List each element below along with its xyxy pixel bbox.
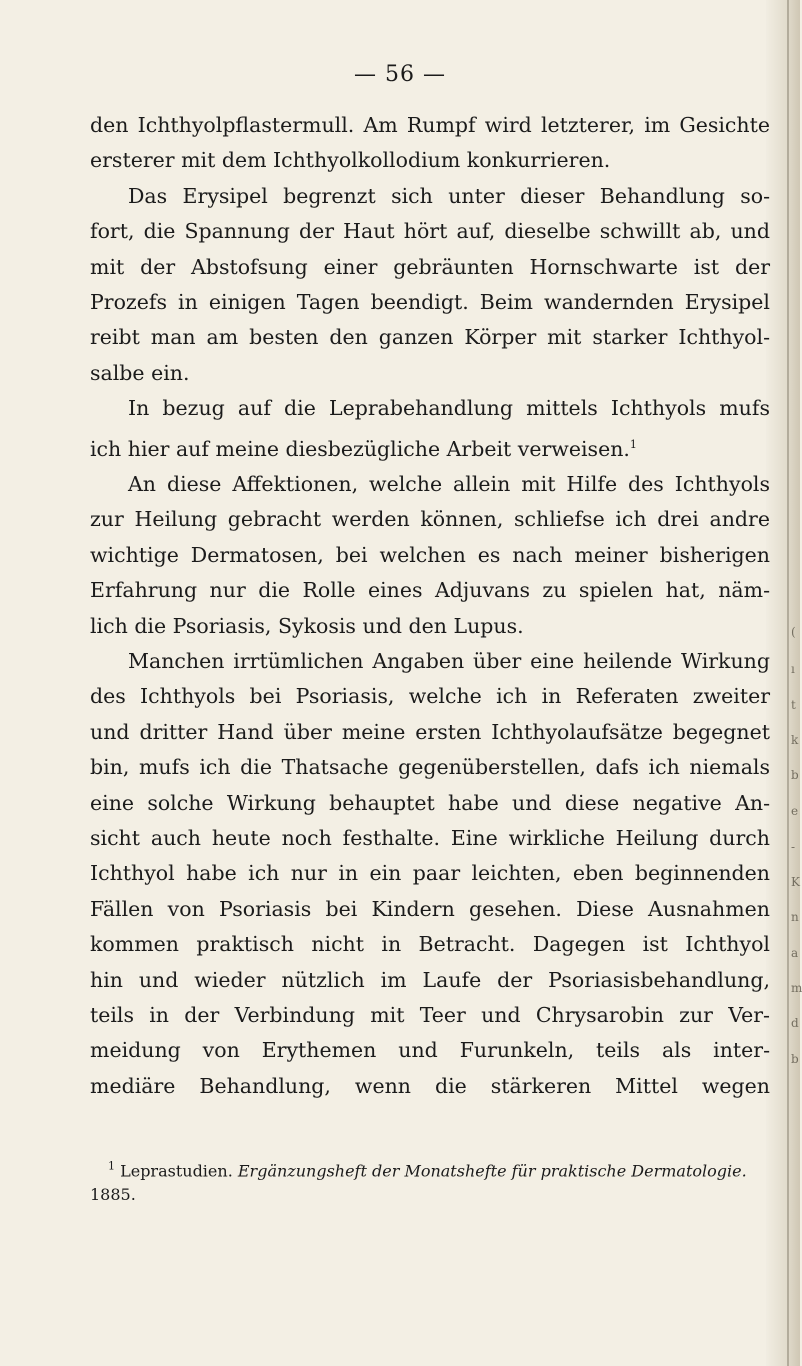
text-line: bin, mufs ich die Thatsache gegenüberstellen, dafs ich niemals [90, 755, 770, 780]
text-line: mit der Abstofsung einer gebräunten Hornschwarte ist der [90, 254, 770, 279]
text-line: Erfahrung nur die Rolle eines Adjuvans zu spielen hat, näm- [90, 578, 770, 603]
text-line: Prozefs in einigen Tagen beendigt. Beim wandernden Erysipel [90, 290, 770, 315]
text-line: den Ichthyolpflastermull. Am Rumpf wird letzterer, im Gesichte [90, 113, 770, 137]
text-line: salbe ein. [90, 360, 190, 385]
page-gutter-line [787, 0, 789, 1366]
footnote [90, 1155, 770, 1207]
text-line: ich hier auf meine diesbezügliche Arbeit verweisen. [90, 436, 630, 461]
text-line: zur Heilung gebracht werden können, schliefse ich drei andre [90, 507, 770, 532]
text-line: Manchen irrtümlichen Angaben über eine heilende Wirkung [128, 648, 770, 673]
footnote-marker: 1 [108, 1160, 115, 1173]
bleed-letter: m [791, 981, 802, 995]
page-edge-shadow [766, 0, 800, 1366]
text-line: mediäre Behandlung, wenn die stärkeren Mittel wegen [90, 1073, 770, 1098]
text-line: teils in der Verbindung mit Teer und Chrysarobin zur Ver- [90, 1002, 770, 1027]
bleed-letter: t [791, 698, 796, 712]
bleed-letter: k [791, 733, 799, 747]
text-line: meidung von Erythemen und Furunkeln, teils als inter- [90, 1038, 770, 1063]
text-line: An diese Affektionen, welche allein mit Hilfe des Ichthyols [128, 471, 770, 496]
text-line: In bezug auf die Leprabehandlung mittels Ichthyols mufs [128, 396, 770, 421]
text-line: fort, die Spannung der Haut hört auf, dieselbe schwillt ab, und [90, 219, 770, 244]
bleed-letter: a [791, 946, 799, 960]
body-text [90, 108, 770, 1104]
text-line: hin und wieder nützlich im Laufe der Psoriasisbehandlung, [90, 967, 770, 992]
bleed-letter: d [791, 1016, 799, 1030]
text-line: lich die Psoriasis, Sykosis und den Lupus. [90, 613, 524, 638]
bleed-letter: b [791, 1052, 799, 1066]
bleed-letter: ( [791, 625, 796, 639]
bleed-letter: K [791, 875, 800, 889]
text-line: kommen praktisch nicht in Betracht. Dagegen ist Ichthyol [90, 932, 770, 957]
text-line: wichtige Dermatosen, bei welchen es nach meiner bisherigen [90, 542, 770, 567]
text-line: Das Erysipel begrenzt sich unter dieser Behandlung so- [128, 183, 770, 208]
text-line: und dritter Hand über meine ersten Ichthyolaufsätze begegnet [90, 719, 770, 744]
text-line: des Ichthyols bei Psoriasis, welche ich in Referaten zweiter [90, 684, 770, 709]
footnote-reference[interactable]: 1 [629, 437, 637, 451]
footnote-tail: 1885. [90, 1185, 136, 1205]
bleed-letter: - [791, 840, 796, 854]
footnote-italic-title: Ergänzungsheft der Monatshefte für praktische Dermatologie. [237, 1161, 747, 1181]
text-line: ersterer mit dem Ichthyolkollodium konkurrieren. [90, 148, 611, 173]
footnote-lead: Leprastudien. [120, 1161, 233, 1181]
text-line: Fällen von Psoriasis bei Kindern gesehen. Diese Ausnahmen [90, 896, 770, 921]
text-line: reibt man am besten den ganzen Körper mit starker Ichthyol- [90, 325, 770, 350]
bleed-letter: e [791, 804, 799, 818]
text-line: eine solche Wirkung behauptet habe und diese negative An- [90, 790, 770, 815]
bleed-letter: b [791, 768, 799, 782]
text-line-with-footnote [90, 427, 770, 467]
bleed-letter: ı [791, 662, 795, 676]
bleed-letter: n [791, 910, 799, 924]
text-line: sicht auch heute noch festhalte. Eine wirkliche Heilung durch [90, 825, 770, 850]
page-number: — 56 — [354, 62, 446, 87]
text-line: Ichthyol habe ich nur in ein paar leichten, eben beginnenden [90, 861, 770, 886]
